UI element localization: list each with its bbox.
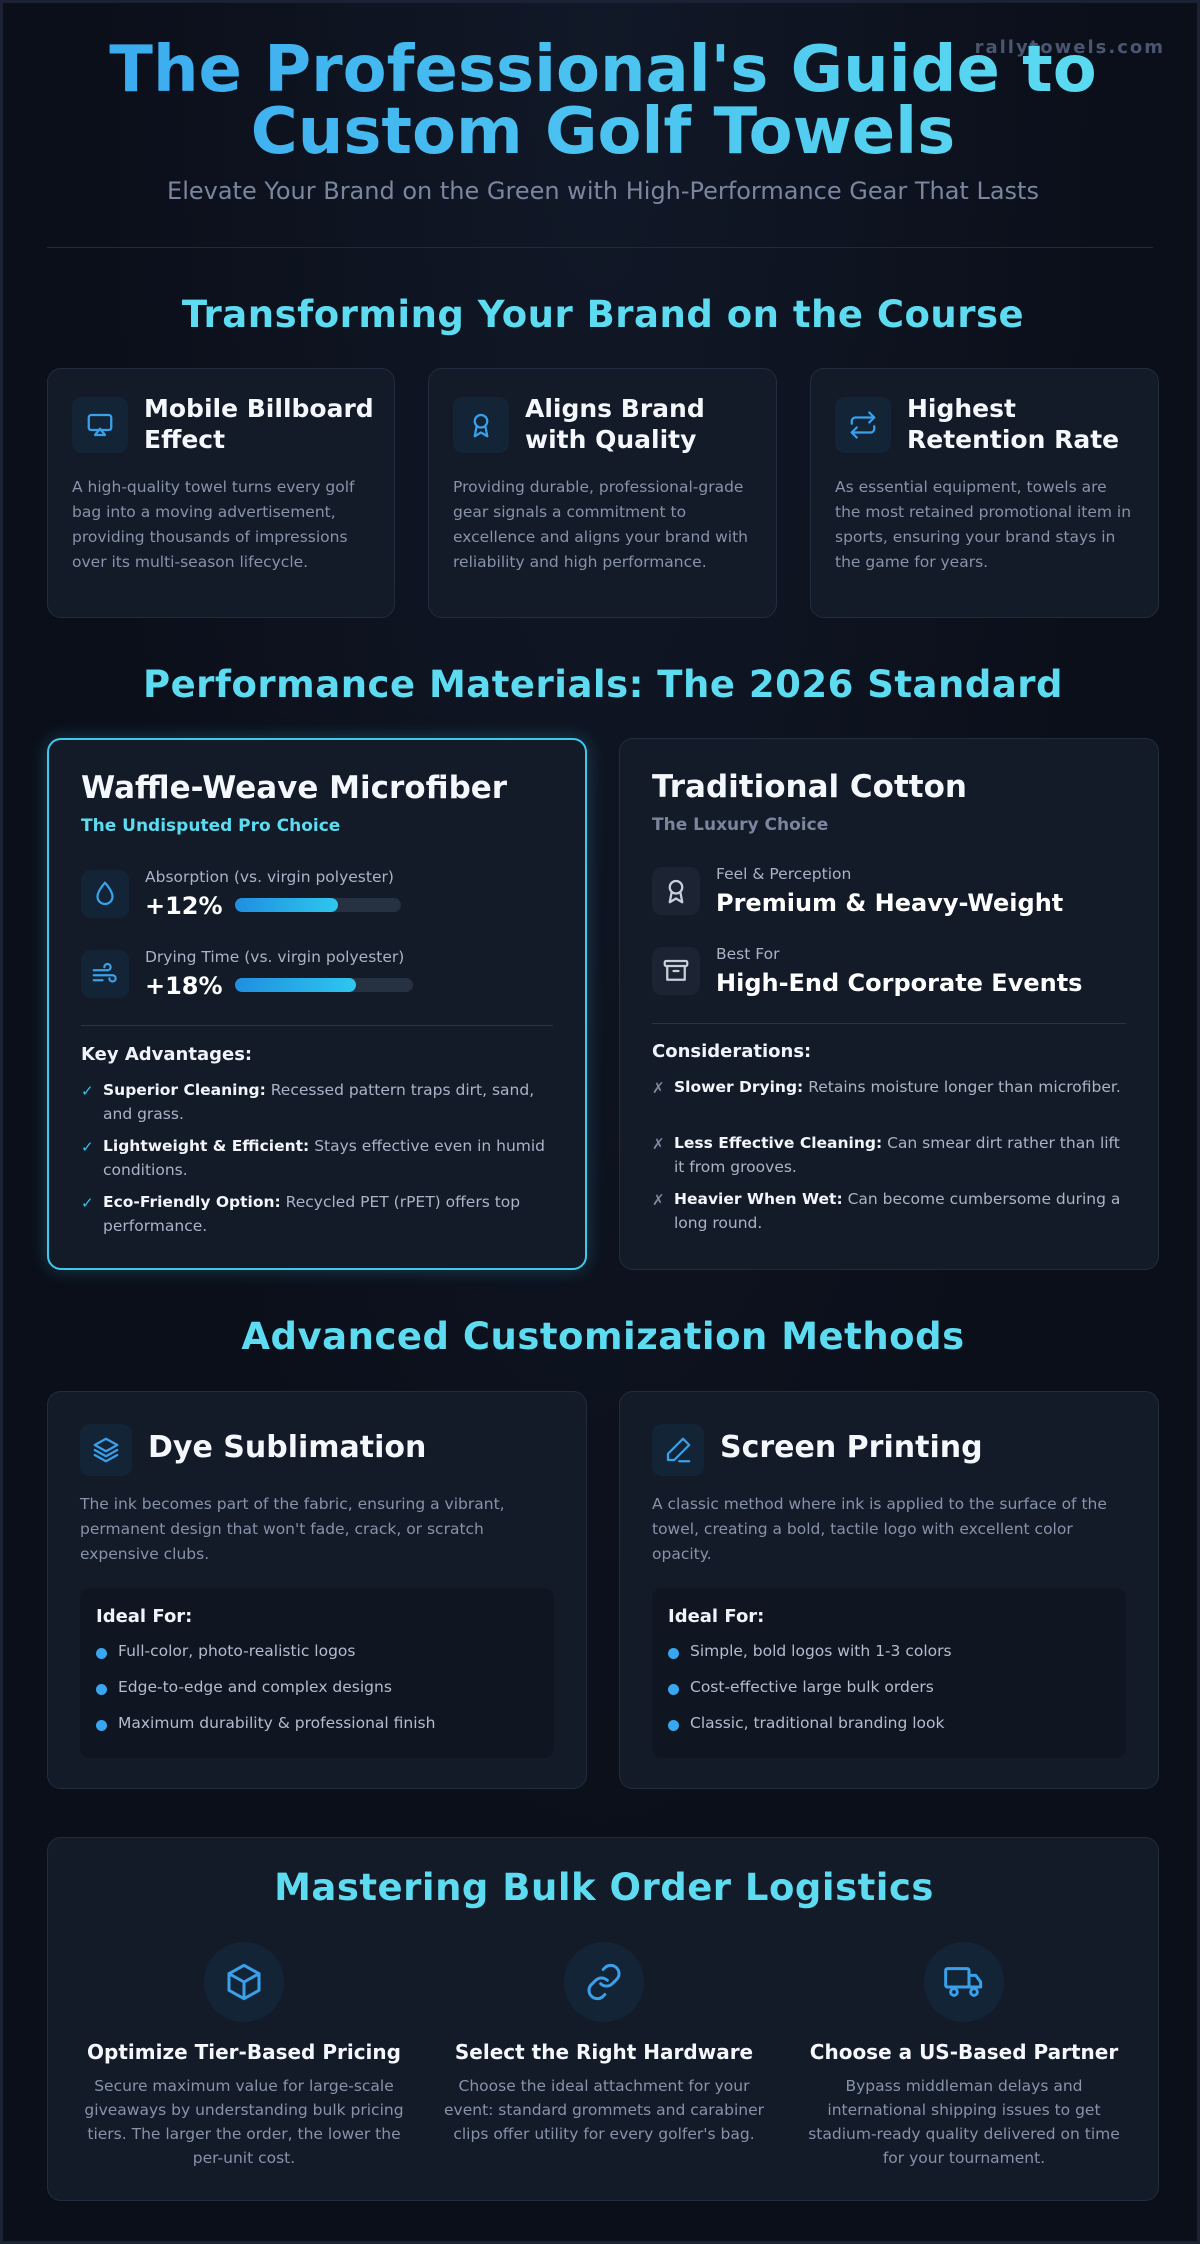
- list-item: ✗ Slower Drying: Retains moisture longer than microfiber.: [652, 1075, 1132, 1099]
- brand-card-desc: Providing durable, professional-grade gear signals a commitment to excellence and aligns your brand with reliability and high performance.: [453, 478, 749, 571]
- hero: [3, 33, 1200, 205]
- fact-value: Premium & Heavy-Weight: [716, 889, 1064, 917]
- page-title: The Professional's Guide to Custom Golf Towels: [3, 39, 1200, 163]
- material-title: Traditional Cotton: [652, 769, 967, 805]
- ideal-item: Cost-effective large bulk orders: [668, 1678, 934, 1696]
- brand-card-desc: A high-quality towel turns every golf bag into a moving advertisement, providing thousands of impressions over its multi-season lifecycle.: [72, 478, 355, 571]
- ideal-heading: Ideal For:: [96, 1606, 193, 1627]
- fact-label: Best For: [716, 945, 780, 963]
- check-icon: ✓: [81, 1194, 94, 1212]
- metric-label-absorption: Absorption (vs. virgin polyester): [145, 868, 394, 886]
- hero-divider: [47, 247, 1153, 248]
- ideal-item: Classic, traditional branding look: [668, 1714, 945, 1732]
- ideal-heading: Ideal For:: [668, 1606, 765, 1627]
- list-item: ✗ Heavier When Wet: Can become cumbersome during a long round.: [652, 1190, 1121, 1232]
- logistics-desc: Secure maximum value for large-scale giveaways by understanding bulk pricing tiers. The larger the order, the lower the per-unit cost.: [84, 2077, 404, 2167]
- method-title: Screen Printing: [720, 1430, 983, 1465]
- logistics-title: Select the Right Hardware: [454, 2040, 754, 2064]
- method-title: Dye Sublimation: [148, 1430, 427, 1465]
- ideal-item: Edge-to-edge and complex designs: [96, 1678, 392, 1696]
- material-card-cotton: [619, 738, 1159, 1270]
- metric-value-absorption: +12%: [145, 892, 223, 920]
- progress-fill-absorption: [235, 898, 338, 912]
- section-title-logistics: Mastering Bulk Order Logistics: [274, 1866, 934, 1909]
- check-icon: ✓: [81, 1082, 94, 1100]
- ideal-for-box: [652, 1588, 1126, 1758]
- list-item: ✓ Superior Cleaning: Recessed pattern traps dirt, sand, and grass.: [81, 1081, 535, 1123]
- pen-icon: [652, 1424, 704, 1476]
- list-heading: Considerations:: [652, 1041, 812, 1062]
- logistics-title: Optimize Tier-Based Pricing: [87, 2040, 401, 2064]
- droplet-icon: [81, 870, 129, 918]
- list-item: ✓ Lightweight & Efficient: Stays effective even in humid conditions.: [81, 1137, 546, 1179]
- archive-icon: [652, 947, 700, 995]
- ideal-item: Simple, bold logos with 1-3 colors: [668, 1642, 952, 1660]
- cross-icon: ✗: [652, 1079, 665, 1097]
- material-tag: The Undisputed Pro Choice: [81, 816, 341, 836]
- award-icon: [453, 397, 509, 453]
- logistics-desc: Choose the ideal attachment for your event: standard grommets and carabiner clips offer utility for every golfer's bag.: [444, 2077, 764, 2143]
- box-icon: [204, 1942, 284, 2022]
- link-icon: [564, 1942, 644, 2022]
- ideal-item: Maximum durability & professional finish: [96, 1714, 435, 1732]
- method-card-screen-printing: [619, 1391, 1159, 1789]
- card-divider: [652, 1023, 1126, 1024]
- method-desc: The ink becomes part of the fabric, ensuring a vibrant, permanent design that won't fade, crack, or scratch expensive clubs.: [80, 1495, 505, 1563]
- logistics-title: Choose a US-Based Partner: [809, 2040, 1119, 2064]
- section-title-customization: Advanced Customization Methods: [241, 1315, 965, 1358]
- material-title: Waffle-Weave Microfiber: [81, 770, 508, 806]
- section-title-brand: Transforming Your Brand on the Course: [181, 293, 1025, 336]
- repeat-icon: [835, 397, 891, 453]
- list-heading: Key Advantages:: [81, 1044, 253, 1065]
- fact-value: High-End Corporate Events: [716, 969, 1083, 997]
- brand-card-quality: [428, 368, 777, 618]
- method-desc: A classic method where ink is applied to the surface of the towel, creating a bold, tactile logo with excellent color opacity.: [652, 1495, 1107, 1563]
- progress-fill-drying: [235, 978, 356, 992]
- method-card-sublimation: [47, 1391, 587, 1789]
- cross-icon: ✗: [652, 1191, 665, 1209]
- truck-icon: [924, 1942, 1004, 2022]
- fact-label: Feel & Perception: [716, 865, 852, 883]
- brand-card-title: Aligns Brand with Quality: [525, 394, 705, 454]
- progress-bar-absorption: [235, 898, 401, 912]
- logistics-panel: [47, 1837, 1159, 2201]
- metric-label-drying: Drying Time (vs. virgin polyester): [145, 948, 405, 966]
- ideal-for-box: [80, 1588, 554, 1758]
- award-icon: [652, 867, 700, 915]
- brand-card-billboard: [47, 368, 395, 618]
- page-subtitle: Elevate Your Brand on the Green with High-Performance Gear That Lasts: [167, 177, 1039, 205]
- cross-icon: ✗: [652, 1135, 665, 1153]
- brand-card-retention: [810, 368, 1159, 618]
- progress-bar-drying: [235, 978, 413, 992]
- metric-value-drying: +18%: [145, 972, 223, 1000]
- section-title-materials: Performance Materials: The 2026 Standard: [142, 663, 1064, 706]
- brand-card-title: Highest Retention Rate: [907, 394, 1120, 454]
- wind-icon: [81, 950, 129, 998]
- list-item: ✗ Less Effective Cleaning: Can smear dirt rather than lift it from grooves.: [652, 1134, 1120, 1176]
- check-icon: ✓: [81, 1138, 94, 1156]
- ideal-item: Full-color, photo-realistic logos: [96, 1642, 355, 1660]
- list-item: ✓ Eco-Friendly Option: Recycled PET (rPET) offers top performance.: [81, 1193, 521, 1235]
- logistics-desc: Bypass middleman delays and international shipping issues to get stadium-ready quality delivered on time for your tournament.: [808, 2077, 1120, 2167]
- brand-card-desc: As essential equipment, towels are the most retained promotional item in sports, ensuring your brand stays in the game for years.: [835, 478, 1132, 571]
- billboard-icon: [72, 397, 128, 453]
- layers-icon: [80, 1424, 132, 1476]
- card-divider: [81, 1025, 553, 1026]
- material-tag: The Luxury Choice: [652, 815, 829, 835]
- brand-card-title: Mobile Billboard Effect: [144, 394, 374, 454]
- material-card-microfiber: [47, 738, 587, 1270]
